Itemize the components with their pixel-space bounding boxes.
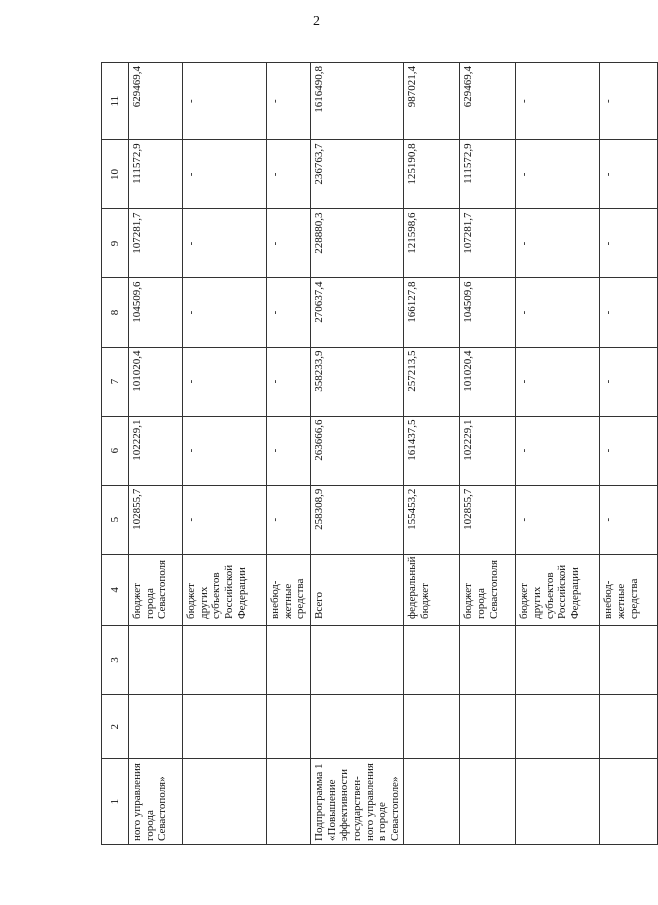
cell-c4: бюджет города Севастополя [129, 554, 183, 625]
value-cell-col6: - [516, 416, 600, 485]
value-cell-col8: - [600, 278, 658, 347]
cell-c1 [516, 759, 600, 845]
value-cell-col5: 102855,7 [129, 485, 183, 554]
value-cell-col5: - [183, 485, 267, 554]
cell-c3 [516, 626, 600, 695]
value-cell-col9: 121598,6 [404, 209, 460, 278]
cell-c2 [267, 695, 311, 759]
cell-c4: внебюд-жетные средства [600, 554, 658, 625]
value-cell-col8: 104509,6 [129, 278, 183, 347]
value-cell-col7: 101020,4 [129, 347, 183, 416]
cell-c1 [183, 759, 267, 845]
value-cell-col10: 236763,7 [311, 140, 404, 209]
column-header-6: 6 [102, 416, 129, 485]
value-cell-col9: - [516, 209, 600, 278]
value-cell-col10: - [516, 140, 600, 209]
cell-c3 [404, 626, 460, 695]
value-cell-col11: 1616490,8 [311, 63, 404, 140]
value-cell-col6: 102229,1 [460, 416, 516, 485]
value-cell-col10: 125190,8 [404, 140, 460, 209]
value-cell-col10: 111572,9 [460, 140, 516, 209]
cell-c1 [267, 759, 311, 845]
value-cell-col6: 102229,1 [129, 416, 183, 485]
cell-c4: бюджет города Севастополя [460, 554, 516, 625]
column-header-8: 8 [102, 278, 129, 347]
cell-c4: Всего [311, 554, 404, 625]
column-header-5: 5 [102, 485, 129, 554]
cell-c3 [183, 626, 267, 695]
value-cell-col6: - [183, 416, 267, 485]
column-header-9: 9 [102, 209, 129, 278]
header-row [102, 63, 129, 845]
value-cell-col10: 111572,9 [129, 140, 183, 209]
value-cell-col9: 107281,7 [460, 209, 516, 278]
cell-c2 [129, 695, 183, 759]
cell-c3 [600, 626, 658, 695]
value-cell-col6: - [267, 416, 311, 485]
value-cell-col5: - [267, 485, 311, 554]
cell-c2 [311, 695, 404, 759]
cell-c4: бюджет других субъектов Российской Федерации [516, 554, 600, 625]
rotated-table-area [101, 62, 640, 845]
cell-c4: бюджет других субъектов Российской Федерации [183, 554, 267, 625]
value-cell-col11: - [267, 63, 311, 140]
cell-c2 [404, 695, 460, 759]
value-cell-col11: - [600, 63, 658, 140]
value-cell-col5: - [600, 485, 658, 554]
value-cell-col7: 358233,9 [311, 347, 404, 416]
value-cell-col6: - [600, 416, 658, 485]
table-row [600, 63, 658, 845]
value-cell-col7: 257213,5 [404, 347, 460, 416]
cell-c3 [267, 626, 311, 695]
value-cell-col8: 104509,6 [460, 278, 516, 347]
value-cell-col5: 155453,2 [404, 485, 460, 554]
value-cell-col9: - [183, 209, 267, 278]
table-row [267, 63, 311, 845]
value-cell-col9: - [267, 209, 311, 278]
cell-c3 [311, 626, 404, 695]
value-cell-col11: 629469,4 [129, 63, 183, 140]
value-cell-col9: 107281,7 [129, 209, 183, 278]
value-cell-col5: 258308,9 [311, 485, 404, 554]
value-cell-col6: 161437,5 [404, 416, 460, 485]
value-cell-col9: 228880,3 [311, 209, 404, 278]
table-row [460, 63, 516, 845]
table-row [129, 63, 183, 845]
value-cell-col7: - [183, 347, 267, 416]
cell-c4: федеральный бюджет [404, 554, 460, 625]
cell-c2 [600, 695, 658, 759]
cell-c2 [460, 695, 516, 759]
value-cell-col9: - [600, 209, 658, 278]
cell-c2 [516, 695, 600, 759]
value-cell-col7: - [267, 347, 311, 416]
table-row [183, 63, 267, 845]
value-cell-col11: 987021,4 [404, 63, 460, 140]
value-cell-col6: 263666,6 [311, 416, 404, 485]
table-row [311, 63, 404, 845]
value-cell-col8: - [516, 278, 600, 347]
cell-c1 [460, 759, 516, 845]
value-cell-col7: - [600, 347, 658, 416]
cell-c4: внебюд-жетные средства [267, 554, 311, 625]
value-cell-col8: - [183, 278, 267, 347]
column-header-11: 11 [102, 63, 129, 140]
cell-c1: ного управления города Севастополя» [129, 759, 183, 845]
value-cell-col10: - [183, 140, 267, 209]
value-cell-col11: - [183, 63, 267, 140]
value-cell-col8: 166127,8 [404, 278, 460, 347]
value-cell-col10: - [600, 140, 658, 209]
column-header-2: 2 [102, 695, 129, 759]
cell-c1 [404, 759, 460, 845]
page-number: 2 [313, 14, 320, 29]
column-header-7: 7 [102, 347, 129, 416]
value-cell-col7: 101020,4 [460, 347, 516, 416]
value-cell-col10: - [267, 140, 311, 209]
cell-c2 [183, 695, 267, 759]
value-cell-col11: 629469,4 [460, 63, 516, 140]
value-cell-col7: - [516, 347, 600, 416]
column-header-1: 1 [102, 759, 129, 845]
value-cell-col11: - [516, 63, 600, 140]
table-row [516, 63, 600, 845]
value-cell-col8: 270637,4 [311, 278, 404, 347]
column-header-4: 4 [102, 554, 129, 625]
budget-table [101, 62, 658, 845]
table-row [404, 63, 460, 845]
cell-c1: Подпрограмма 1 «Повышение эффективности государствен-ного управления в городе Севастополе» [311, 759, 404, 845]
value-cell-col5: 102855,7 [460, 485, 516, 554]
cell-c3 [460, 626, 516, 695]
column-header-3: 3 [102, 626, 129, 695]
value-cell-col5: - [516, 485, 600, 554]
value-cell-col8: - [267, 278, 311, 347]
cell-c3 [129, 626, 183, 695]
column-header-10: 10 [102, 140, 129, 209]
cell-c1 [600, 759, 658, 845]
